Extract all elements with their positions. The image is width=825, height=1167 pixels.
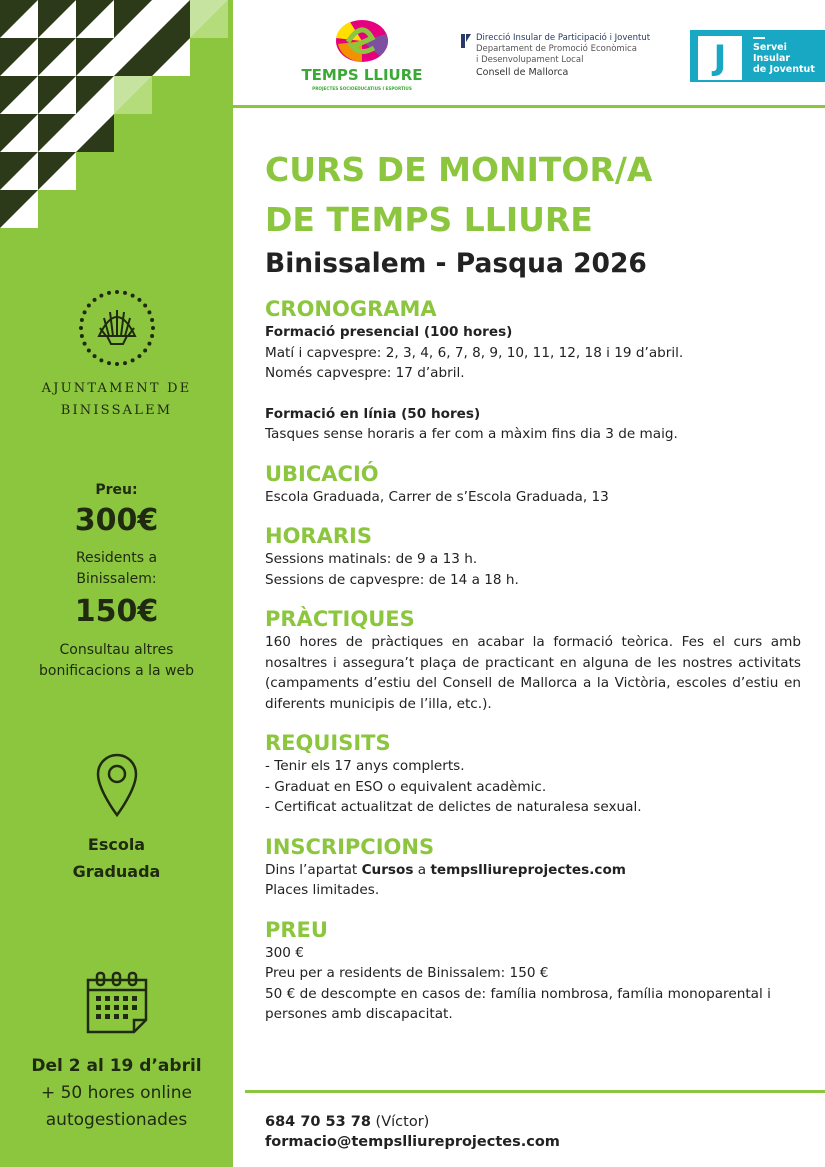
consult-text bbox=[0, 640, 233, 682]
servei-insular-joventut-logo bbox=[690, 30, 825, 82]
section-title: CRONOGRAMA bbox=[265, 297, 437, 321]
consell-mark-icon bbox=[461, 34, 471, 48]
seal-dot bbox=[130, 358, 134, 362]
calendar-day bbox=[114, 1005, 119, 1010]
preu-line1: 300 € bbox=[265, 944, 304, 961]
seal-dot bbox=[79, 318, 83, 322]
ajuntament-line2: BINISSALEM bbox=[60, 403, 173, 418]
seal-dot bbox=[151, 326, 155, 330]
direction-line4: Consell de Mallorca bbox=[476, 67, 569, 78]
shell-seal-icon bbox=[77, 288, 157, 368]
seal-dot bbox=[123, 291, 127, 295]
calendar-day bbox=[96, 1005, 101, 1010]
seal-dot bbox=[123, 361, 127, 365]
dates-line2: + 50 hores online bbox=[40, 1083, 193, 1103]
seal-dot bbox=[143, 348, 147, 352]
calendar-day bbox=[96, 996, 101, 1001]
sij-dash bbox=[753, 37, 765, 39]
website-link[interactable]: tempslliureprojectes.com bbox=[430, 861, 626, 878]
logo-subtext: PROJECTES SOCIOEDUCATIUS I ESPORTIUS bbox=[312, 86, 412, 91]
triangle-pattern bbox=[0, 0, 233, 228]
course-dates bbox=[0, 1053, 233, 1134]
seal-dot bbox=[106, 291, 110, 295]
price-label: Preu: bbox=[95, 482, 138, 498]
main-content bbox=[265, 145, 801, 1025]
calendar-day bbox=[114, 996, 119, 1001]
ubicacio-line1: Escola Graduada, Carrer de s’Escola Graduada, 13 bbox=[265, 488, 609, 505]
section-preu bbox=[265, 917, 801, 1025]
seal-dot bbox=[137, 354, 141, 358]
location-name bbox=[0, 831, 233, 885]
spacer bbox=[265, 384, 801, 404]
consult-line2: bonificacions a la web bbox=[39, 663, 194, 679]
calendar-day bbox=[96, 1014, 101, 1019]
section-title: REQUISITS bbox=[265, 731, 391, 755]
direction-line1: Direcció Insular de Participació i Joventut bbox=[476, 33, 651, 43]
section-title: PREU bbox=[265, 917, 328, 942]
sij-line2: Insular bbox=[753, 53, 791, 64]
requisit-item: - Graduat en ESO o equivalent acadèmic. bbox=[265, 778, 547, 795]
section-horaris bbox=[265, 523, 801, 590]
section-requisits bbox=[265, 730, 801, 818]
consult-line1: Consultau altres bbox=[59, 642, 174, 658]
linia-line1: Tasques sense horaris a fer com a màxim fins dia 3 de maig. bbox=[265, 426, 678, 442]
section-title: PRÀCTIQUES bbox=[265, 607, 415, 631]
location-line2: Graduada bbox=[72, 862, 161, 881]
page-subtitle: Binissalem - Pasqua 2026 bbox=[265, 248, 647, 279]
calendar-day bbox=[123, 996, 128, 1001]
section-cronograma bbox=[265, 296, 801, 445]
sij-label bbox=[753, 42, 815, 75]
seal-dot bbox=[86, 348, 90, 352]
inscripcions-line1 bbox=[265, 860, 801, 881]
price-value: 300€ bbox=[74, 503, 159, 538]
sij-letter-box bbox=[698, 36, 742, 80]
calendar-day bbox=[105, 1014, 110, 1019]
direccio-insular-logo bbox=[463, 33, 678, 79]
horaris-line2: Sessions de capvespre: de 14 a 18 h. bbox=[265, 571, 519, 588]
sij-line3: de Joventut bbox=[753, 64, 815, 75]
seal-dot bbox=[150, 318, 154, 322]
calendar-day bbox=[114, 1014, 119, 1019]
preu-line2: Preu per a residents de Binissalem: 150 € bbox=[265, 965, 549, 981]
section-inscripcions bbox=[265, 834, 801, 901]
email-address[interactable]: formacio@tempslliureprojectes.com bbox=[265, 1134, 560, 1150]
sij-letter: J bbox=[713, 38, 727, 78]
location-pin-icon bbox=[95, 752, 139, 818]
seal-dot bbox=[143, 304, 147, 308]
seal-dot bbox=[99, 358, 103, 362]
residents-line2: Binissalem: bbox=[76, 571, 157, 587]
ajuntament-line1: AJUNTAMENT DE bbox=[41, 381, 192, 396]
seal-dot bbox=[92, 354, 96, 358]
contact-footer bbox=[265, 1112, 560, 1152]
calendar-day bbox=[123, 1014, 128, 1019]
requisit-item: - Certificat actualitzat de delictes de naturalesa sexual. bbox=[265, 799, 642, 815]
section-title: INSCRIPCIONS bbox=[265, 834, 435, 859]
presencial-line1: Matí i capvespre: 2, 3, 4, 6, 7, 8, 9, 10, 11, 12, 18 i 19 d’abril. bbox=[265, 344, 684, 361]
residents-label bbox=[0, 548, 233, 590]
seal-dot bbox=[147, 342, 151, 346]
inscripcions-text-a: Dins l’apartat bbox=[265, 861, 362, 878]
seal-dot bbox=[115, 362, 119, 366]
inscripcions-text-b: a bbox=[413, 861, 431, 878]
seal-dot bbox=[99, 294, 103, 298]
cursos-link[interactable]: Cursos bbox=[361, 861, 414, 878]
seal-dot bbox=[115, 290, 119, 294]
seal-dot bbox=[86, 304, 90, 308]
logo-text: TEMPS LLIURE bbox=[301, 66, 423, 84]
seal-dot bbox=[92, 298, 96, 302]
sidebar bbox=[0, 0, 233, 1167]
ajuntament-logo bbox=[0, 288, 233, 422]
seal-dot bbox=[82, 342, 86, 346]
horaris-line1: Sessions matinals: de 9 a 13 h. bbox=[265, 551, 478, 567]
seal-dot bbox=[82, 310, 86, 314]
page-title: CURS DE MONITOR/A DE TEMPS LLIURE bbox=[265, 150, 653, 239]
presencial-line2: Només capvespre: 17 d’abril. bbox=[265, 365, 465, 381]
seal-dot bbox=[147, 310, 151, 314]
location-line1: Escola bbox=[87, 835, 146, 854]
seal-dot bbox=[150, 334, 154, 338]
calendar-day bbox=[132, 996, 137, 1001]
direction-line3: i Desenvolupament Local bbox=[476, 55, 584, 65]
linia-title: Formació en línia (50 hores) bbox=[265, 405, 481, 422]
direction-line2: Departament de Promoció Econòmica bbox=[476, 44, 637, 54]
residents-line1: Residents a bbox=[75, 550, 158, 566]
phone-number[interactable]: 684 70 53 78 bbox=[265, 1114, 371, 1130]
presencial-title: Formació presencial (100 hores) bbox=[265, 324, 513, 340]
footer-divider bbox=[245, 1090, 825, 1093]
seal-dot bbox=[79, 334, 83, 338]
seal-dot bbox=[79, 326, 83, 330]
price-residents-value: 150€ bbox=[74, 594, 159, 629]
practiques-text: 160 hores de pràctiques en acabar la formació teòrica. Fes el curs amb nosaltres i assegura’t plaça de practicant en alguna de les nostres activitats (campaments d’estiu del Consell de Mallorca a la Victòria, escoles d’estiu en diferents municipis de l’illa, etc.). bbox=[265, 634, 801, 712]
calendar-day bbox=[132, 1005, 137, 1010]
seal-dot bbox=[137, 298, 141, 302]
calendar-icon bbox=[84, 970, 150, 1034]
seal-dot bbox=[106, 361, 110, 365]
calendar-day bbox=[105, 996, 110, 1001]
preu-line3: 50 € de descompte en casos de: família nombrosa, família monoparental i persones amb discapacitat. bbox=[265, 985, 771, 1022]
section-title: HORARIS bbox=[265, 524, 372, 548]
header-divider bbox=[233, 105, 825, 108]
phone-line bbox=[265, 1112, 560, 1132]
dates-bold: Del 2 al 19 d’abril bbox=[31, 1056, 202, 1076]
requisit-item: - Tenir els 17 anys complerts. bbox=[265, 758, 465, 774]
inscripcions-line2: Places limitades. bbox=[265, 882, 380, 898]
section-practiques bbox=[265, 606, 801, 714]
sij-line1: Servei bbox=[753, 42, 787, 53]
temps-lliure-logo bbox=[300, 16, 424, 96]
calendar-day bbox=[123, 1005, 128, 1010]
section-title: UBICACIÓ bbox=[265, 461, 379, 486]
seal-dot bbox=[130, 294, 134, 298]
calendar-day bbox=[105, 1005, 110, 1010]
contact-name: (Víctor) bbox=[370, 1114, 430, 1130]
dates-line3: autogestionades bbox=[45, 1110, 188, 1130]
section-ubicacio bbox=[265, 461, 801, 508]
